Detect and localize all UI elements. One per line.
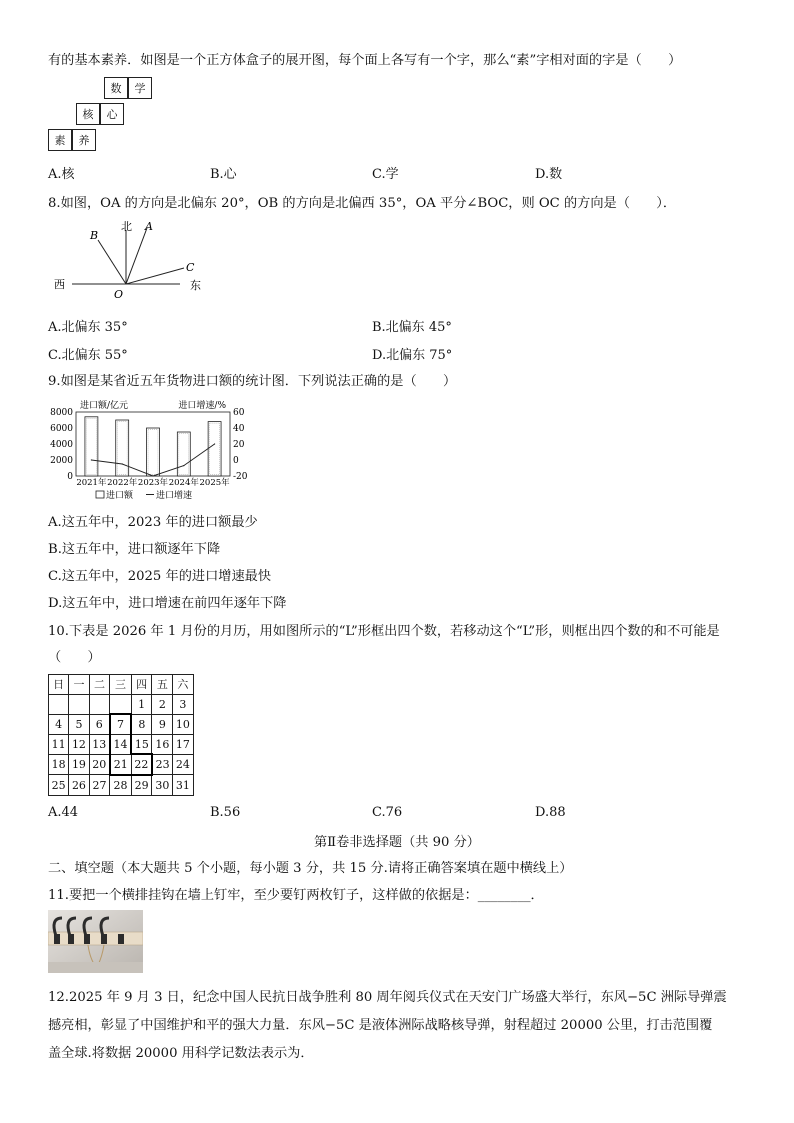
calendar-row [49, 754, 194, 775]
calendar-cell: 31 [173, 775, 193, 795]
q12-line-1: 12.2025 年 9 月 3 日，纪念中国人民抗日战争胜利 80 周年阅兵仪式在天安门广场盛大举行，东风−5C 洲际导弹震 [48, 990, 727, 1005]
bar-import-value [177, 432, 190, 476]
q7-option-a: A.核 [48, 167, 75, 182]
q9-option-c: C.这五年中，2025 年的进口增速最快 [48, 569, 272, 584]
q8-option-c: C.北偏东 55° [48, 348, 128, 363]
label-o: O [114, 288, 124, 301]
calendar-header-cell: 五 [152, 675, 173, 695]
q10-option-c: C.76 [372, 805, 403, 820]
q7-stem: 有的基本素养．如图是一个正方体盒子的展开图，每个面上各写有一个字，那么“素”字相对面的字是（ ） [48, 53, 682, 68]
bar-import-value [208, 422, 221, 476]
q12-line-3: 盖全球.将数据 20000 用科学记数法表示为． [48, 1046, 314, 1061]
calendar-cell [110, 694, 131, 714]
y-axis-label: 进口额/亿元 [80, 401, 129, 411]
calendar-cell: 13 [89, 734, 110, 754]
x-tick-label: 2023年 [137, 478, 169, 488]
calendar-header-cell: 一 [69, 675, 89, 695]
y2-tick-label: -20 [233, 472, 248, 482]
net-cell-2: 学 [128, 77, 152, 99]
q8-option-a: A.北偏东 35° [48, 320, 128, 335]
q10-stem-answer: （ ） [48, 650, 101, 665]
calendar-cell [49, 694, 69, 714]
x-tick-label: 2025年 [199, 478, 230, 488]
x-tick-label: 2024年 [168, 478, 199, 488]
label-west: 西 [54, 278, 65, 291]
calendar-cell: 1 [131, 694, 152, 714]
legend-growth-label: 进口增速 [156, 491, 193, 501]
calendar-cell: 23 [152, 754, 173, 775]
section-title: 第Ⅱ卷非选择题（共 90 分） [313, 835, 480, 850]
line-point [122, 463, 123, 464]
y-tick-label: 2000 [50, 456, 73, 466]
y2-tick-label: 20 [233, 440, 245, 450]
q7-option-c: C.学 [372, 167, 399, 182]
calendar-cell: 11 [49, 734, 69, 754]
calendar-cell: 6 [89, 714, 110, 734]
q9-stem: 9.如图是某省近五年货物进口额的统计图．下列说法正确的是（ ） [48, 374, 457, 389]
calendar-header-cell: 六 [173, 675, 193, 695]
calendar-row [49, 775, 194, 795]
calendar-cell: 28 [110, 775, 131, 795]
net-cell-1: 数 [104, 77, 128, 99]
calendar-cell-l-shape: 7 [110, 714, 131, 734]
ray-ob [98, 240, 126, 284]
x-tick-label: 2022年 [107, 478, 138, 488]
q10-option-a: A.44 [48, 805, 79, 820]
y-tick-label: 6000 [50, 424, 73, 434]
q10-stem: 10.下表是 2026 年 1 月份的月历，用如图所示的“L”形框出四个数，若移动这个“L”形，则框出四个数的和不可能是 [48, 624, 720, 639]
calendar-cell [69, 694, 89, 714]
legend-import-label: 进口额 [106, 491, 134, 501]
calendar-table [48, 674, 194, 796]
calendar-cell: 24 [173, 754, 193, 775]
import-chart [40, 394, 260, 506]
part2-heading: 二、填空题（本大题共 5 个小题，每小题 3 分，共 15 分.请将正确答案填在题中横线上） [48, 861, 573, 876]
x-tick-label: 2021年 [76, 478, 107, 488]
ray-oc [126, 268, 184, 284]
y2-axis-label: 进口增速/% [178, 401, 226, 411]
calendar-cell-l-shape: 22 [131, 754, 152, 775]
calendar-cell [89, 694, 110, 714]
label-c: C [186, 261, 195, 274]
line-point [91, 459, 92, 460]
calendar-cell: 29 [131, 775, 152, 795]
q8-direction-figure [50, 216, 220, 304]
calendar-row [49, 694, 194, 714]
calendar-header-row [49, 675, 194, 695]
calendar-cell: 25 [49, 775, 69, 795]
calendar-cell-l-shape: 14 [110, 734, 131, 754]
calendar-cell: 15 [131, 734, 152, 754]
q7-option-b: B.心 [210, 167, 237, 182]
net-cell-3: 核 [76, 103, 100, 125]
calendar-cell: 20 [89, 754, 110, 775]
net-cell-6: 养 [72, 129, 96, 151]
calendar-cell: 8 [131, 714, 152, 734]
calendar-cell: 19 [69, 754, 89, 775]
calendar-cell: 9 [152, 714, 173, 734]
label-b: B [90, 229, 99, 242]
calendar-cell: 27 [89, 775, 110, 795]
line-point [214, 443, 215, 444]
y-tick-label: 4000 [50, 440, 73, 450]
line-point [152, 475, 153, 476]
q10-option-b: B.56 [210, 805, 241, 820]
q8-option-b: B.北偏东 45° [372, 320, 452, 335]
q9-option-d: D.这五年中，进口增速在前四年逐年下降 [48, 596, 287, 611]
calendar-header-cell: 二 [89, 675, 110, 695]
q9-option-a: A.这五年中，2023 年的进口额最少 [48, 515, 258, 530]
coat-hook-photo [48, 910, 143, 973]
y2-tick-label: 40 [233, 424, 245, 434]
bar-import-value [85, 417, 98, 476]
calendar-cell: 4 [49, 714, 69, 734]
y2-tick-label: 0 [233, 456, 239, 466]
q10-option-d: D.88 [535, 805, 566, 820]
calendar-cell: 2 [152, 694, 173, 714]
q9-option-b: B.这五年中，进口额逐年下降 [48, 542, 221, 557]
net-cell-4: 心 [100, 103, 124, 125]
calendar-cell: 17 [173, 734, 193, 754]
calendar-row [49, 714, 194, 734]
calendar-cell: 18 [49, 754, 69, 775]
line-point [183, 465, 184, 466]
calendar-cell: 10 [173, 714, 193, 734]
y-tick-label: 8000 [50, 408, 73, 418]
bar-import-value [147, 428, 160, 476]
calendar-cell: 3 [173, 694, 193, 714]
q12-line-2: 撼亮相，彰显了中国维护和平的强大力量．东风−5C 是液体洲际战略核导弹，射程超过 20000 公里，打击范围覆 [48, 1018, 713, 1033]
label-north: 北 [121, 220, 132, 233]
legend-bar-swatch [96, 491, 104, 498]
calendar-cell-l-shape: 21 [110, 754, 131, 775]
calendar-cell: 26 [69, 775, 89, 795]
ray-oa [126, 228, 147, 284]
label-east: 东 [190, 279, 201, 292]
q8-stem: 8.如图，OA 的方向是北偏东 20°，OB 的方向是北偏西 35°，OA 平分∠BOC，则 OC 的方向是（ ）． [48, 196, 677, 211]
calendar-row [49, 734, 194, 754]
q7-option-d: D.数 [535, 167, 563, 182]
calendar-cell: 30 [152, 775, 173, 795]
label-a: A [145, 220, 153, 233]
y2-tick-label: 60 [233, 408, 245, 418]
calendar-header-cell: 四 [131, 675, 152, 695]
q11-stem: 11.要把一个横排挂钩在墙上钉牢，至少要钉两枚钉子，这样做的依据是：________． [48, 888, 544, 903]
net-cell-5: 素 [48, 129, 72, 151]
calendar-cell: 16 [152, 734, 173, 754]
calendar-cell: 5 [69, 714, 89, 734]
q8-option-d: D.北偏东 75° [372, 348, 453, 363]
y-tick-label: 0 [67, 472, 73, 482]
calendar-cell: 12 [69, 734, 89, 754]
calendar-header-cell: 日 [49, 675, 69, 695]
calendar-header-cell: 三 [110, 675, 131, 695]
bar-import-value [116, 420, 129, 476]
